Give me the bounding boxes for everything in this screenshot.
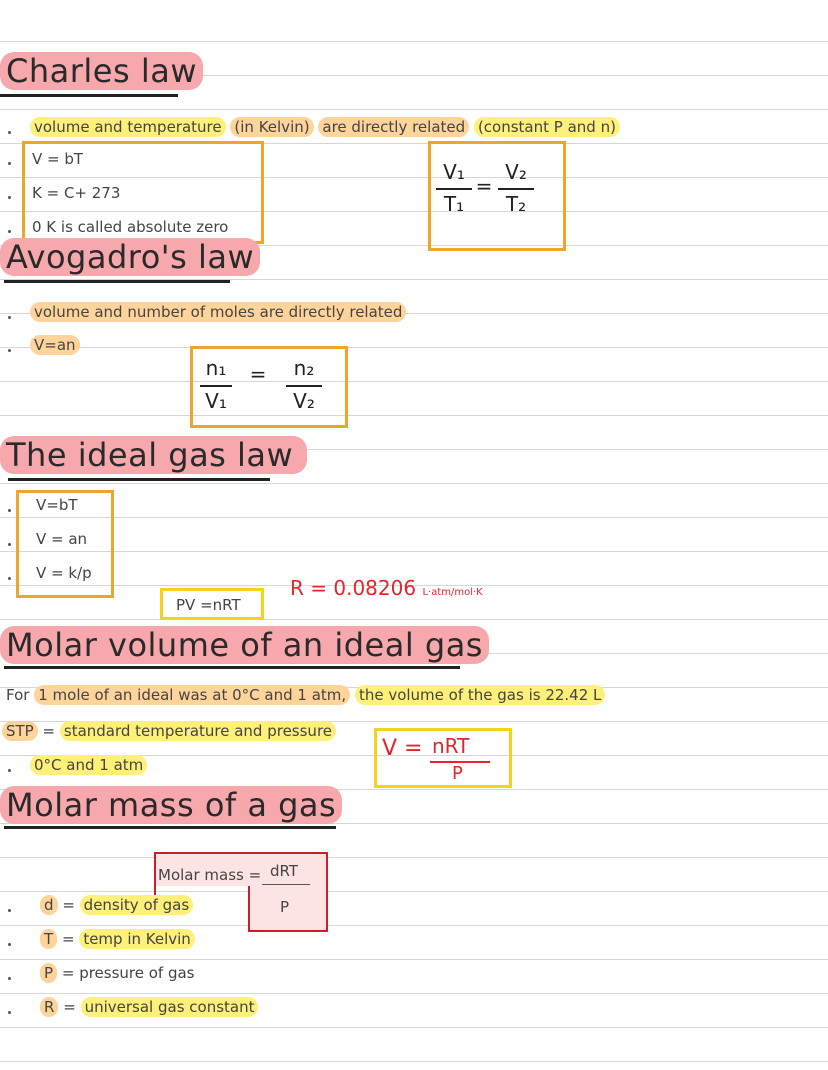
charles-formula-left-bar bbox=[436, 188, 472, 190]
bullet bbox=[8, 577, 11, 580]
avogadro-line2: V=an bbox=[30, 336, 80, 354]
bullet bbox=[8, 509, 11, 512]
charles-box-item: V = bT bbox=[32, 150, 84, 168]
molar-mass-title-underline bbox=[4, 826, 336, 829]
avogadro-formula-right-bar bbox=[286, 385, 322, 387]
avogadro-formula-left-bar bbox=[200, 385, 232, 387]
molar-mass-def: d = density of gas bbox=[40, 896, 193, 914]
bullet bbox=[8, 543, 11, 546]
molar-mass-def: T = temp in Kelvin bbox=[40, 930, 195, 948]
bullet bbox=[8, 196, 11, 199]
bullet bbox=[8, 1011, 11, 1014]
avogadro-formula-left-num: n₁ bbox=[205, 356, 227, 380]
molar-volume-formula-num: nRT bbox=[432, 734, 470, 758]
molar-mass-title: Molar mass of a gas bbox=[0, 786, 342, 824]
molar-mass-formula-den: P bbox=[280, 898, 290, 916]
molar-volume-line1: For 1 mole of an ideal was at 0°C and 1 atm, the volume of the gas is 22.42 L bbox=[6, 686, 605, 704]
molar-volume-formula-lhs: V = bbox=[382, 736, 423, 761]
charles-formula-equals: = bbox=[475, 174, 493, 198]
bullet bbox=[8, 909, 11, 912]
avogadro-formula-right-num: n₂ bbox=[293, 356, 315, 380]
bullet bbox=[8, 162, 11, 165]
charles-formula-right-num: V₂ bbox=[505, 160, 527, 184]
bullet bbox=[8, 316, 11, 319]
bullet bbox=[8, 131, 11, 134]
avogadro-line1: volume and number of moles are directly related bbox=[30, 303, 406, 321]
charles-box-item: K = C+ 273 bbox=[32, 184, 121, 202]
avogadro-formula-right-den: V₂ bbox=[293, 389, 315, 413]
ideal-title-underline bbox=[8, 478, 270, 481]
charles-formula-left-den: T₁ bbox=[443, 192, 465, 216]
ideal-gas-law-title: The ideal gas law bbox=[0, 436, 307, 474]
molar-volume-title: Molar volume of an ideal gas bbox=[0, 626, 489, 664]
molar-volume-title-underline bbox=[4, 666, 460, 669]
bullet bbox=[8, 230, 11, 233]
charles-line1: volume and temperature (in Kelvin) are directly related (constant P and n) bbox=[30, 118, 620, 136]
bullet bbox=[8, 977, 11, 980]
ideal-box-item: V = an bbox=[36, 530, 88, 548]
bullet bbox=[8, 943, 11, 946]
molar-mass-formula-num: dRT bbox=[270, 862, 299, 880]
bullet bbox=[8, 349, 11, 352]
stp-line: STP = standard temperature and pressure bbox=[2, 722, 336, 740]
avogadro-law-title: Avogadro's law bbox=[0, 238, 260, 276]
charles-law-title: Charles law bbox=[0, 52, 203, 90]
charles-formula-right-den: T₂ bbox=[505, 192, 527, 216]
molar-mass-formula-lhs: Molar mass = bbox=[158, 866, 262, 884]
ideal-box-item: V = k/p bbox=[36, 564, 92, 582]
gas-constant bbox=[290, 576, 483, 600]
gas-constant-units: L·atm/mol·K bbox=[422, 587, 483, 598]
avogadro-formula-equals: = bbox=[249, 362, 267, 386]
ideal-box-item: V=bT bbox=[36, 496, 78, 514]
charles-title-underline bbox=[0, 94, 178, 97]
pv-nrt-formula: PV =nRT bbox=[176, 596, 241, 614]
stp-values: 0°C and 1 atm bbox=[30, 756, 147, 774]
molar-mass-formula-bar bbox=[262, 884, 310, 885]
bullet bbox=[8, 769, 11, 772]
gas-constant-value: R = 0.08206 bbox=[290, 576, 417, 600]
charles-formula-left-num: V₁ bbox=[443, 160, 465, 184]
charles-box-item: 0 K is called absolute zero bbox=[32, 218, 229, 236]
molar-mass-def: P = pressure of gas bbox=[40, 964, 195, 982]
avogadro-formula-left-den: V₁ bbox=[205, 389, 227, 413]
charles-formula-right-bar bbox=[498, 188, 534, 190]
molar-mass-def: R = universal gas constant bbox=[40, 998, 258, 1016]
molar-volume-formula-den: P bbox=[452, 763, 463, 784]
avogadro-title-underline bbox=[4, 280, 230, 283]
